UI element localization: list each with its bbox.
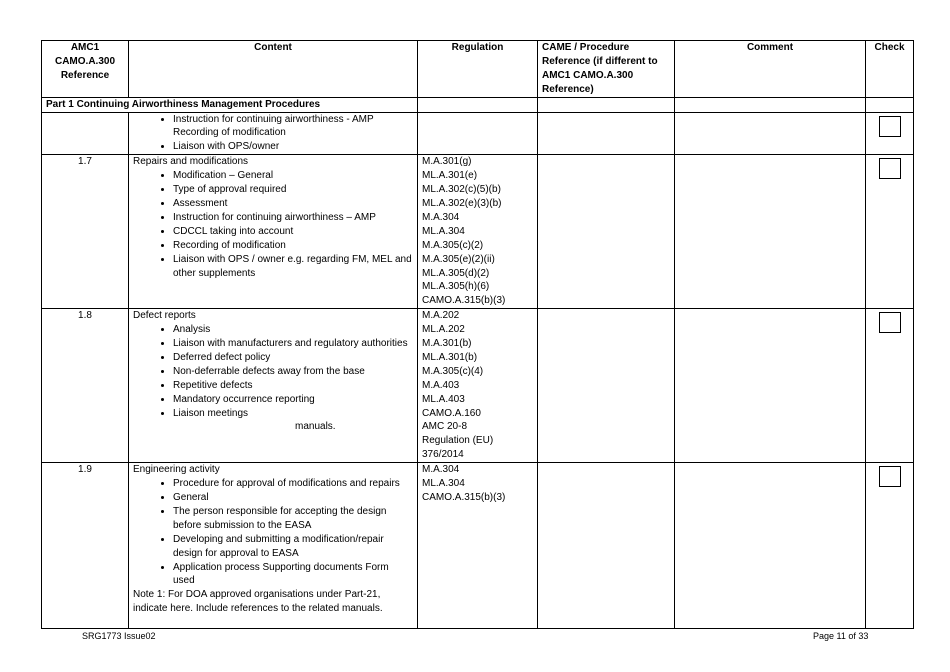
footer-page-number: Page 11 of 33 [813,631,869,641]
list-item: • Developing and submitting a modification/repair design for approval to EASA [173,533,413,561]
regulation-ref: ML.A.403 [422,393,465,405]
part-title-row [42,97,914,112]
row-regulations [418,463,538,629]
continuation-row [42,112,914,155]
list-item: • General [173,491,413,505]
regulation-ref: M.A.301(b) [422,338,472,350]
check-box[interactable] [879,312,901,333]
list-item: • Non-deferrable defects away from the base [173,365,413,379]
table-row [42,155,914,309]
came-cell[interactable] [538,463,675,629]
row-items [133,477,413,588]
regulation-ref: ML.A.301(b) [422,351,478,363]
regulation-ref: M.A.403 [422,379,460,391]
list-item: • Liaison with OPS/owner [173,140,413,154]
comment-cell[interactable] [675,463,866,629]
regulation-ref: M.A.202 [422,310,460,322]
row-title: Repairs and modifications [133,156,249,168]
came-cell[interactable] [538,155,675,309]
regulation-ref: ML.A.304 [422,225,465,237]
list-item: • Assessment [173,197,413,211]
footer-doc-id: SRG1773 Issue02 [82,631,156,641]
list-item: • Instruction for continuing airworthiness – AMP [173,211,413,225]
comment-cell[interactable] [675,309,866,463]
table-row [42,309,914,463]
row-ref: 1.9 [42,463,129,629]
row-regulations [418,155,538,309]
header-check: Check [866,41,914,98]
header-comment: Comment [675,41,866,98]
row-note: Note 1: For DOA approved organisations under Part-21, indicate here. Include references to the related manuals. [133,589,383,615]
part-title: Part 1 Continuing Airworthiness Management Procedures [42,97,418,112]
regulation-ref: ML.A.305(h)(6) [422,281,490,293]
list-item: • Liaison with OPS / owner e.g. regarding FM, MEL and other supplements [173,253,413,281]
row-items [133,323,413,420]
header-came: CAME / Procedure Reference (if different to AMC1 CAMO.A.300 Reference) [538,41,675,98]
list-item: • Liaison with manufacturers and regulatory authorities [173,337,413,351]
check-box[interactable] [879,466,901,487]
list-item: • The person responsible for accepting the design before submission to the EASA [173,505,413,533]
check-box[interactable] [879,116,901,137]
regulation-ref: M.A.301(g) [422,156,472,168]
comment-cell[interactable] [675,155,866,309]
regulation-ref: CAMO.A.315(b)(3) [422,492,506,503]
regulation-ref: ML.A.302(c)(5)(b) [422,184,501,196]
regulation-ref: Regulation (EU) 376/2014 [422,435,494,461]
list-item: • Modification – General [173,169,413,183]
list-item: • Analysis [173,323,413,337]
list-item: • Instruction for continuing airworthiness - AMP Recording of modification [173,113,413,141]
continuation-list [133,113,413,155]
row-ref: 1.8 [42,309,129,463]
header-content: Content [129,41,418,98]
list-item: • CDCCL taking into account [173,225,413,239]
header-regulation: Regulation [418,41,538,98]
regulation-ref: CAMO.A.315(b)(3) [422,295,506,307]
regulation-ref: CAMO.A.160 [422,407,481,419]
list-item: • Type of approval required [173,183,413,197]
regulation-ref: ML.A.301(e) [422,170,478,182]
list-item: • Mandatory occurrence reporting [173,393,413,407]
comment-cell[interactable] [675,112,866,155]
list-item: • Recording of modification [173,239,413,253]
row-regulations [418,309,538,463]
regulation-ref: ML.A.202 [422,324,465,336]
header-row [42,41,914,98]
regulation-ref: M.A.304 [422,211,460,223]
list-item: • Deferred defect policy [173,351,413,365]
regulation-ref: M.A.305(c)(4) [422,365,484,377]
list-item: • Liaison meetings [173,407,413,421]
checklist-table [41,40,914,629]
regulation-ref: M.A.305(e)(2)(ii) [422,253,495,265]
list-item: • Procedure for approval of modifications and repairs [173,477,413,491]
header-ref: AMC1 CAMO.A.300 Reference [42,41,129,98]
row-title: Engineering activity [133,464,220,476]
regulation-ref: ML.A.304 [422,478,465,490]
list-item: • Application process Supporting documents Form used [173,561,413,589]
regulation-ref: ML.A.305(d)(2) [422,267,490,279]
regulation-ref: M.A.305(c)(2) [422,239,484,251]
regulation-ref: M.A.304 [422,464,460,476]
regulation-ref: AMC 20-8 [422,421,468,433]
check-box[interactable] [879,158,901,179]
row-title: Defect reports [133,310,196,322]
list-item: • Repetitive defects [173,379,413,393]
trailing-text: manuals. [295,421,336,433]
row-items [133,169,413,280]
came-cell[interactable] [538,112,675,155]
came-cell[interactable] [538,309,675,463]
row-ref: 1.7 [42,155,129,309]
table-row [42,463,914,629]
regulation-ref: ML.A.302(e)(3)(b) [422,197,502,209]
